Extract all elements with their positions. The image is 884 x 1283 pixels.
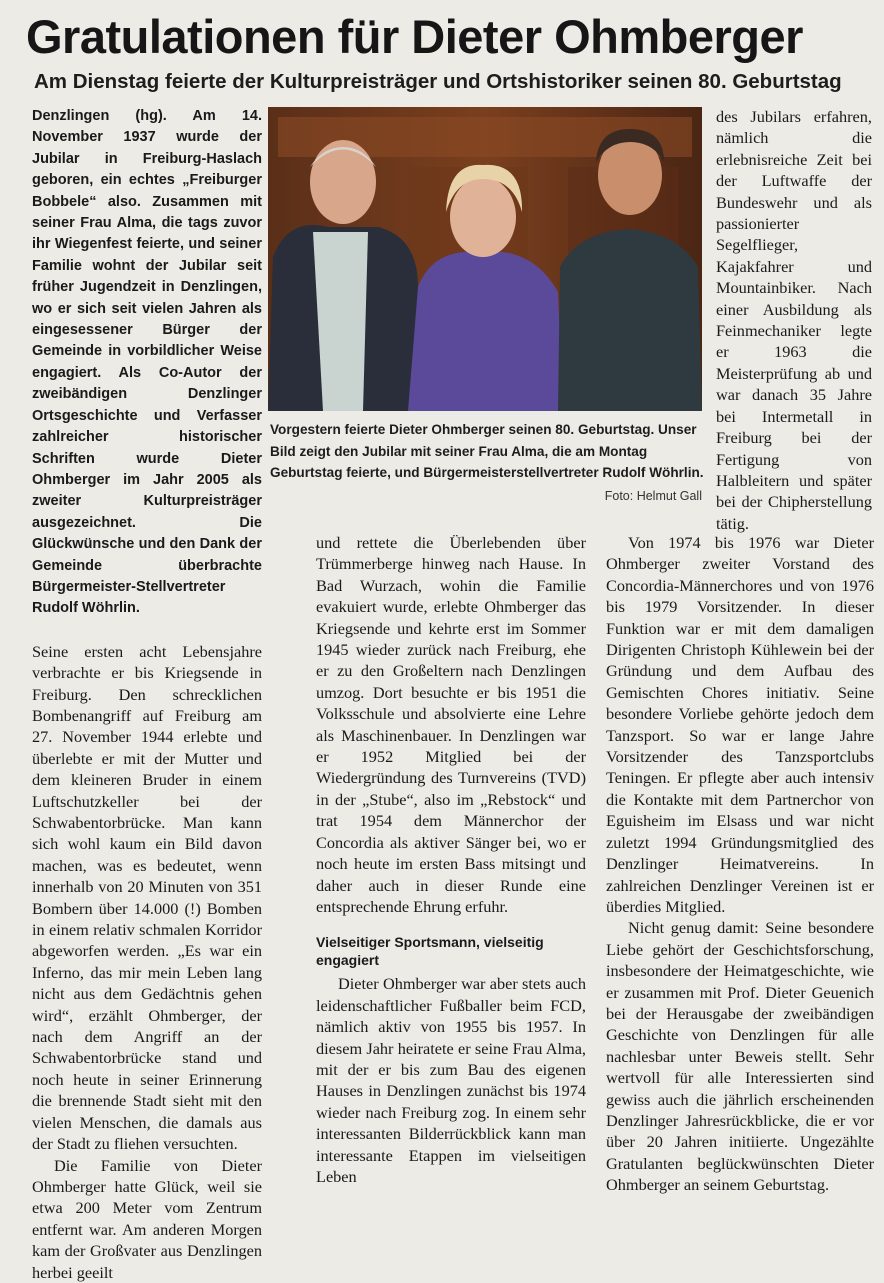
subheadline: Am Dienstag feierte der Kulturpreisträger und Ortshistoriker seinen 80. Geburtstag [34, 70, 842, 93]
photo-caption [270, 419, 704, 484]
photo-credit: Foto: Helmut Gall [604, 489, 702, 503]
section-subheading: Vielseitiger Sportsmann, vielseitig engagiert [316, 934, 544, 969]
photo-caption-text: Vorgestern feierte Dieter Ohmberger seinen 80. Geburtstag. Unser Bild zeigt den Jubilar mit seiner Frau Alma, die am Montag Geburtstag feierte, und Bürgermeisterstellvertreter Rudolf Wöhrlin. [270, 422, 704, 481]
column-3 [606, 532, 874, 1196]
column-3-top [716, 106, 872, 534]
body-paragraph: Seine ersten acht Lebensjahre verbrachte er bis Kriegsende in Freiburg. Den schrecklichen Bombenangriff auf Freiburg am 27. November 1944 erlebte und überlebte er mit der Mutter und dem kleineren Bruder in einem Luftschutzkeller bei der Schwabentorbrücke. Man kann sich wohl kaum ein Bild davon machen, was es bedeutet, wenn innerhalb von 20 Minuten von 351 Bombern über 14.000 (!) Bomben in einem relativ schmalen Korridor abgeworfen werden. „Es war ein Inferno, das mir mein Leben lang nicht aus dem Gedächtnis gehen wird“, erzählt Ohmberger, der nach dem Angriff an der Schwabentorbrücke stand und noch heute in seiner Erinnerung die brennende Stadt sieht mit den vielen Menschen, die damals aus der Stadt zu fliehen versuchten. [32, 641, 262, 1154]
body-paragraph: Die Familie von Dieter Ohmberger hatte Glück, weil sie etwa 200 Meter vom Zentrum entfernt war. Am anderen Morgen kam der Großvater aus Denzlingen herbei geeilt [32, 1155, 262, 1282]
body-paragraph: Dieter Ohmberger war aber stets auch leidenschaftlicher Fußballer beim FCD, nämlich aktiv von 1955 bis 1957. In diesem Jahr heiratete er seine Frau Alma, mit der er bis zum Bau des eigenen Hauses in Denzlingen zunächst bis 1974 wieder nach Freiburg zog. In einem sehr interessanten Bilderrückblick kann man interessante Etappen im vielseitigen Leben [316, 974, 586, 1186]
photo-image [268, 107, 702, 411]
column-1 [32, 106, 262, 1283]
body-paragraph: des Jubilars erfahren, nämlich die erlebnisreiche Zeit bei der Luftwaffe der Bundeswehr und als passionierter Segelflieger, Kajakfahrer und Mountainbiker. Nach einer Ausbildung als Feinmechaniker legte er 1963 die Meisterprüfung ab und war danach 35 Jahre bei Intermetall in Freiburg bei der Fertigung von Halbleitern und später bei der Chipherstellung tätig. [716, 107, 872, 533]
body-paragraph: Nicht genug damit: Seine besondere Liebe gehört der Geschichtsforschung, insbesondere der Heimatgeschichte, wie er zusammen mit Prof. Dieter Geuenich bei der Herausgabe der zweibändigen Geschichte von Denzlingen für alle nachlesbar unter Beweis stellt. Sehr wertvoll für alle Interessierten sind gewiss auch die jährlich erscheinenden Denzlinger Jahresrückblicke, die er vor über 20 Jahren initiierte. Ungezählte Gratulanten beglückwünschten Dieter Ohmberger an seinem Geburtstag. [606, 918, 874, 1195]
headline: Gratulationen für Dieter Ohmberger [26, 10, 803, 63]
column-2 [316, 532, 586, 1187]
lead-paragraph: Denzlingen (hg). Am 14. November 1937 wurde der Jubilar in Freiburg-Haslach geboren, ein echtes „Freiburger Bobbele“ also. Zusammen mit seiner Frau Alma, die tags zuvor ihr Wiegenfest feierte, und seiner Familie wohnt der Jubilar seit früher Jugendzeit in Denzlingen, wo er sich seit vielen Jahren als eingesessener Bürger der Gemeinde in vorbildlicher Weise engagiert. Als Co-Autor der zweibändigen Denzlinger Ortsgeschichte und Verfasser zahlreicher historischer Schriften wurde Dieter Ohmberger im Jahr 2005 als zweiter Kulturpreisträger ausgezeichnet. Die Glückwünsche und den Dank der Gemeinde überbrachte Bürgermeister-Stellvertreter Rudolf Wöhrlin. [32, 108, 262, 617]
body-paragraph: Von 1974 bis 1976 war Dieter Ohmberger zweiter Vorstand des Concordia-Männerchores und von 1976 bis 1979 Vorsitzender. In dieser Funktion war er mit dem damaligen Dirigenten Christoph Kühlewein bei der Gründung und dem Aufbau des Gemischten Chores initiativ. Seine besondere Vorliebe gehörte jedoch dem Tanzsport. So war er lange Jahre Vorsitzender des Tanzsportclubs Teningen. Er pflegte aber auch intensiv die Kontakte mit dem Partnerchor von Eguisheim im Elsass und war nicht zuletzt 1994 Gründungsmitglied des Denzlinger Heimatvereins. In zahlreichen Denzlinger Vereinen ist er überdies Mitglied. [606, 533, 874, 916]
article-photo [268, 107, 702, 411]
body-paragraph: und rettete die Überlebenden über Trümmerberge hinweg nach Hause. In Bad Wurzach, wohin die Familie evakuiert wurde, erlebte Ohmberger das Kriegsende und kehrte erst im Sommer 1945 wieder zurück nach Freiburg, ehe er zu den Großeltern nach Denzlingen umzog. Dort besuchte er bis 1951 die Volksschule und absolvierte eine Lehre als Maschinenbauer. In Denzlingen war er 1952 Mitglied bei der Wiedergründung des Turnvereins (TVD) in der „Stube“, also im „Rebstock“ und trat 1954 dem Männerchor der Concordia als aktiver Sänger bei, wo er noch heute im ersten Bass mitsingt und daher auch in dieser Runde eine entsprechende Ehrung erfuhr. [316, 533, 586, 916]
